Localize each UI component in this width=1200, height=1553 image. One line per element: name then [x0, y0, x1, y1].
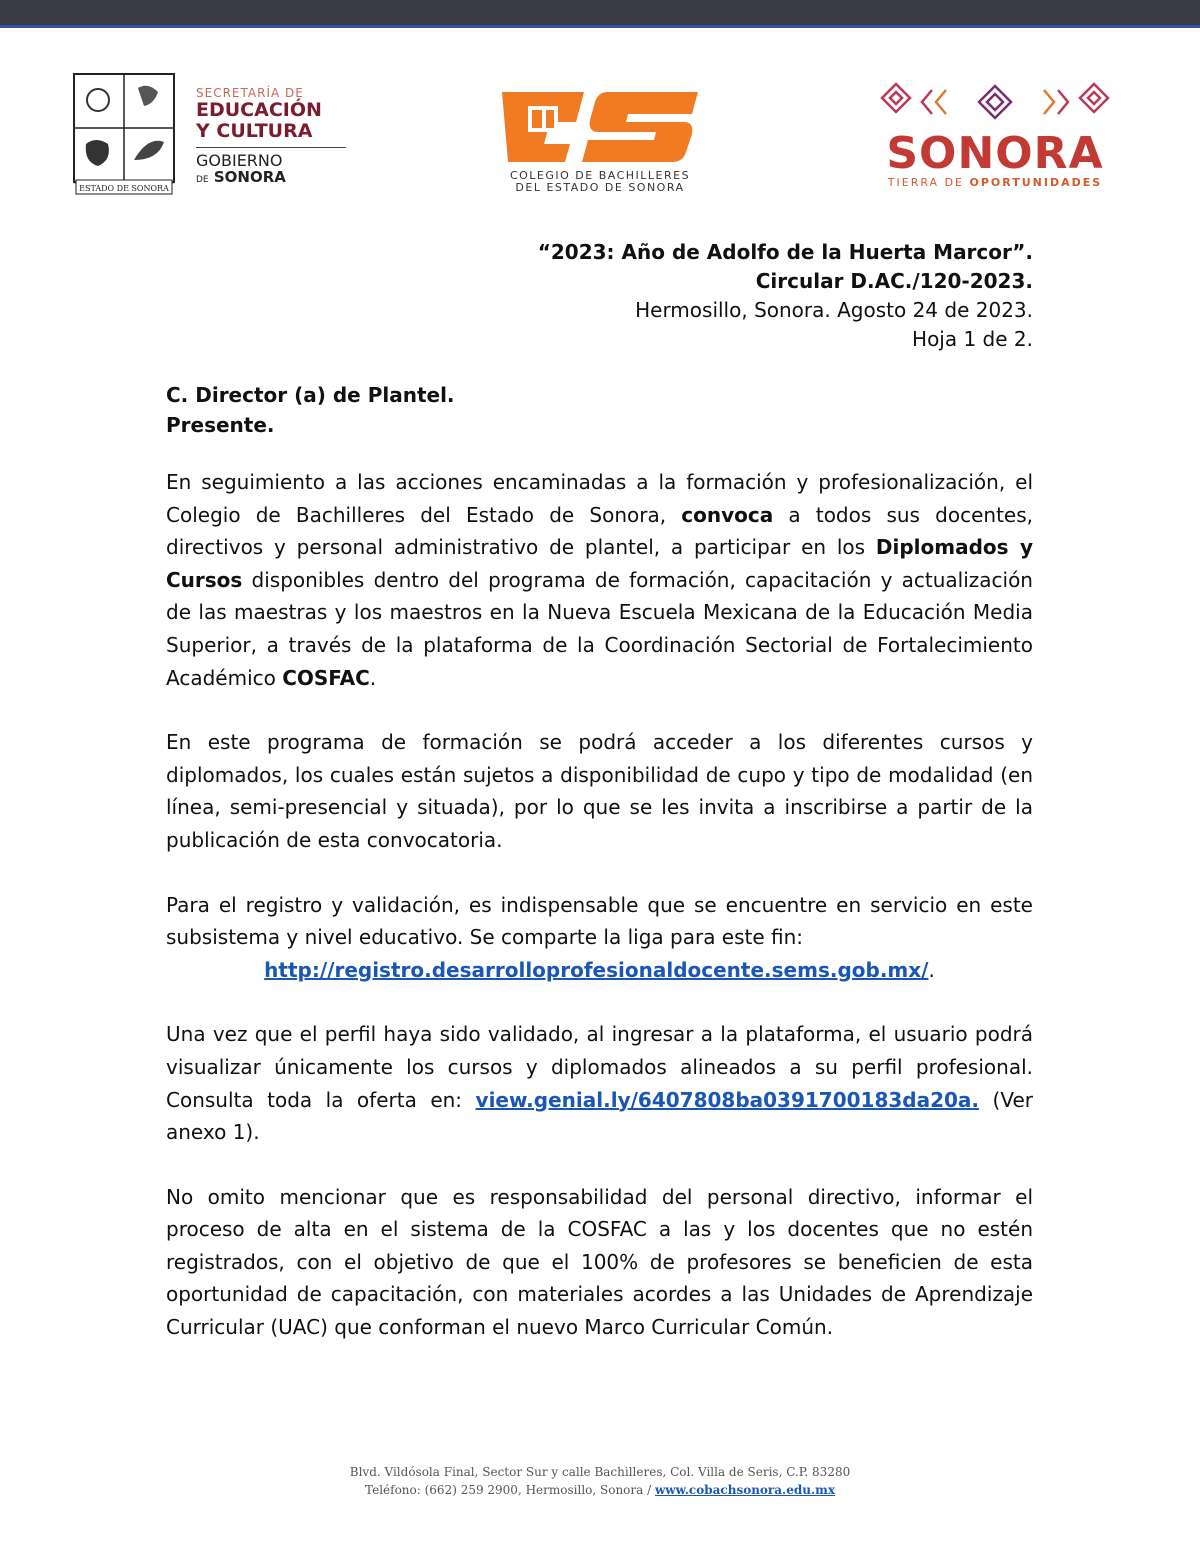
state-shield-icon — [70, 72, 178, 196]
circular-header — [538, 238, 1033, 354]
paragraph-5: No omito mencionar que es responsabilidad del personal directivo, informar el proceso de alta en el sistema de la COSFAC a las y los docentes que no estén registrados, con el objetivo de que el 100% de profesores se beneficien de esta oportunidad de capacitación, con materiales acordes a las Unidades de Aprendizaje Curricular (UAC) que conforman el nuevo Marco Curricular Común. — [166, 1184, 1033, 1340]
cobach-logo — [498, 86, 702, 198]
sec-line5-word: SONORA — [213, 168, 286, 186]
sonora-tag-a: TIERRA DE — [887, 176, 964, 189]
sec-line3: Y CULTURA — [196, 120, 313, 142]
p1-c: a todos sus docentes, directivos y personal administrativo de plantel, a participar en los — [166, 502, 1033, 560]
footer-contact — [0, 1481, 1200, 1499]
place-date: Hermosillo, Sonora. Agosto 24 de 2023. — [635, 298, 1033, 322]
top-bar — [0, 0, 1200, 28]
sec-line1: SECRETARÍA DE — [196, 86, 304, 100]
p1-e: disponibles dentro del programa de formación, capacitación y actualización de las maestras y los maestros en la Nueva Escuela Mexicana de la Educación Media Superior, a través de la plataforma de la Coordinación Sectorial de Fortalecimiento Académico — [166, 567, 1033, 690]
sec-divider — [196, 147, 346, 148]
paragraph-2: En este programa de formación se podrá acceder a los diferentes cursos y diplomados, los cuales están sujetos a disponibilidad de cupo y tipo de modalidad (en línea, semi-presencial y situada), por lo que se les invita a inscribirse a partir de la publicación de esta convocatoria. — [166, 730, 1033, 852]
addressee-line1: C. Director (a) de Plantel. — [166, 383, 455, 407]
sonora-word: SONORA — [886, 128, 1104, 179]
paragraph-3 — [166, 889, 1033, 954]
p1-f: COSFAC — [282, 665, 370, 690]
p3-after: . — [928, 957, 935, 982]
genially-link[interactable]: view.genial.ly/6407808ba0391700183da20a. — [475, 1087, 980, 1112]
sonora-tagline — [874, 176, 1116, 189]
paragraph-4 — [166, 1018, 1033, 1148]
sec-line2: EDUCACIÓN — [196, 99, 322, 121]
p1-g: . — [369, 665, 377, 690]
sonora-tag-b: OPORTUNIDADES — [969, 176, 1103, 189]
footer — [0, 1463, 1200, 1499]
paragraph-1 — [166, 466, 1033, 694]
footer-phone: Teléfono: (662) 259 2900, Hermosillo, Sonora / — [365, 1483, 655, 1497]
p1-d: Diplomados y Cursos — [166, 535, 1034, 592]
p1-a: En seguimiento a las acciones encaminadas a la formación y profesionalización, el Colegio de Bachilleres del Estado de Sonora, — [166, 470, 1033, 527]
shield-caption: ESTADO DE SONORA — [79, 184, 169, 193]
registration-link-line — [166, 954, 1033, 987]
p1-b: convoca — [681, 502, 774, 527]
cobach-line2: DEL ESTADO DE SONORA — [515, 181, 685, 194]
circular-number: Circular D.AC./120-2023. — [755, 269, 1033, 293]
cobach-line1: COLEGIO DE BACHILLERES — [509, 169, 691, 182]
secretaria-logo — [70, 72, 360, 198]
page-number: Hoja 1 de 2. — [912, 327, 1033, 351]
footer-address: Blvd. Vildósola Final, Sector Sur y calle Bachilleres, Col. Villa de Seris, C.P. 83280 — [349, 1465, 851, 1479]
sonora-logo — [874, 76, 1116, 196]
addressee-line2: Presente. — [166, 413, 275, 437]
p4-after: (Ver anexo 1). — [166, 1087, 1033, 1145]
year-motto: “2023: Año de Adolfo de la Huerta Marcor”. — [537, 240, 1033, 264]
addressee — [166, 380, 1033, 440]
sonora-ornament-icon — [874, 76, 1116, 132]
sec-line4: GOBIERNO — [196, 151, 283, 170]
sec-line5 — [196, 169, 346, 189]
registration-link[interactable]: http://registro.desarrolloprofesionaldocente.sems.gob.mx/ — [264, 957, 929, 982]
sec-line5-prefix: DE — [196, 175, 209, 185]
letter-body — [166, 380, 1033, 1376]
website-link[interactable]: www.cobachsonora.edu.mx — [654, 1483, 835, 1497]
p3-text: Para el registro y validación, es indispensable que se encuentre en servicio en este subsistema y nivel educativo. Se comparte la liga para este fin: — [166, 892, 1033, 950]
p4-text: Una vez que el perfil haya sido validado, al ingresar a la plataforma, el usuario podrá visualizar únicamente los cursos y diplomados alineados a su perfil profesional. Consulta toda la oferta en: — [166, 1022, 1033, 1112]
cobach-mark-icon — [498, 86, 702, 164]
